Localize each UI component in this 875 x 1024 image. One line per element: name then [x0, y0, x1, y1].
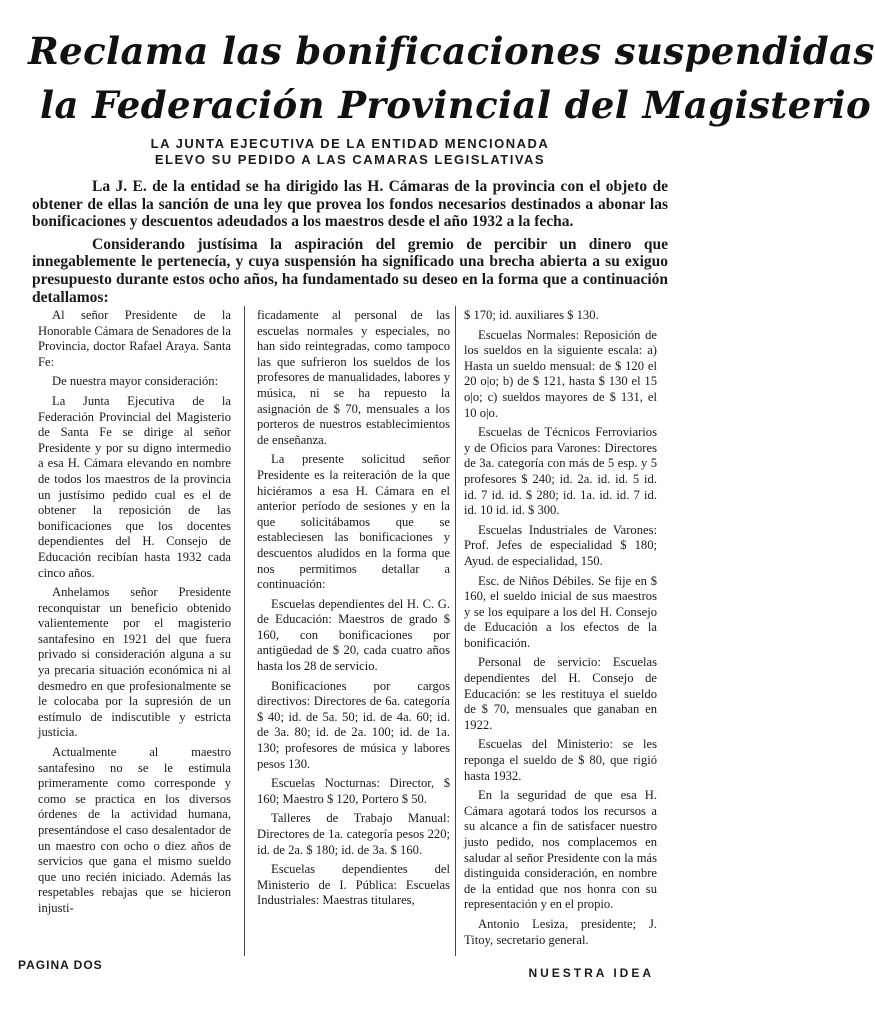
body-paragraph: Bonificaciones por cargos directivos: Directores de 6a. categoría $ 40; id. de 5a. 50; id. de 4a. 60; id. de 3a. 80; id. de 2a. 100; id. de 1a. 130; profesores de música y labores pesos 130. — [257, 678, 450, 771]
body-paragraph: ficadamente al personal de las escuelas normales y especiales, no han sido reintegradas, como tampoco las que sufrieron los sueldos de los profesores de manualidades, labores y música, ni se ha repuesto la asignación de $ 70, mensuales a los porteros de nuestros establecimientos de enseñanza. — [257, 308, 450, 447]
body-paragraph: Anhelamos señor Presidente reconquistar un beneficio obtenido valientemente por el magisterio santafesino en 1921 del que fuera privado si consideración alguna a su ya precaria situación económica ni al desmedro en que profesionalmente se le colocaba por la supresión de un estímulo de indiscutible y estricta justicia. — [38, 585, 231, 740]
body-paragraph: Escuelas dependientes del H. C. G. de Educación: Maestros de grado $ 160, con bonificaciones por antigüedad de $ 20, cada cuatro años hasta los 28 de servicio. — [257, 596, 450, 674]
column-divider — [455, 306, 456, 956]
body-paragraph: La Junta Ejecutiva de la Federación Provincial del Magisterio de Santa Fe se dirige al señor Presidente y por su digno intermedio a esa H. Cámara elevando en nombre de todos los maestros de la provincia un justísimo pedido cual es el de obtener la reposición de las bonificaciones que los docentes dependientes del H. Consejo de Educación recibían hasta 1932 cada cinco años. — [38, 393, 231, 580]
publication-name: NUESTRA IDEA — [528, 966, 654, 980]
subheadline — [60, 136, 640, 168]
intro-paragraph: La J. E. de la entidad se ha dirigido las H. Cámaras de la provincia con el objeto de obtener de ellas la sanción de una ley que provea los fondos necesarios destinados a abonar las bonificaciones y descuentos adeudados a los maestros desde el año 1932 a la fecha. — [32, 178, 668, 231]
body-paragraph: Personal de servicio: Escuelas dependientes del H. Consejo de Educación: se les restituya el sueldo de $ 70, mensuales que ganaban en 1922. — [464, 655, 657, 732]
body-paragraph: Esc. de Niños Débiles. Se fije en $ 160, el sueldo inicial de sus maestros y se los equipare a los del H. Consejo de Educación a los efectos de la bonificación. — [464, 573, 657, 650]
column-divider — [244, 306, 245, 956]
body-paragraph: Escuelas dependientes del Ministerio de I. Pública: Escuelas Industriales: Maestras titulares, — [257, 862, 450, 908]
page-number-label: PAGINA DOS — [18, 958, 103, 972]
body-paragraph: $ 170; id. auxiliares $ 130. — [464, 308, 599, 322]
body-paragraph: Escuelas del Ministerio: se les reponga el sueldo de $ 80, que rigió hasta 1932. — [464, 737, 657, 783]
body-paragraph: Escuelas Normales: Reposición de los sueldos en la siguiente escala: a) Hasta un sueldo mensual: de $ 120 el 20 o|o; b) de $ 121, hasta $ 130 el 15 o|o; c) sueldos mayores de $ 131, el 10 o|o. — [464, 327, 657, 420]
body-paragraph: Talleres de Trabajo Manual: Directores de 1a. categoría pesos 220; id. de 2a. $ 180; id. de 3a. $ 160. — [257, 811, 450, 857]
letter-salutation: Al señor Presidente de la Honorable Cámara de Senadores de la Provincia, doctor Rafael Araya. Santa Fe: — [38, 308, 231, 369]
intro-section — [32, 178, 668, 306]
headline-line-2: la Federación Provincial del Magisterio — [40, 83, 872, 127]
subheadline-line-2: ELEVO SU PEDIDO A LAS CAMARAS LEGISLATIVAS — [154, 152, 546, 167]
column-3 — [464, 308, 657, 952]
column-1 — [38, 308, 231, 921]
body-paragraph: Actualmente al maestro santafesino no se le estimula primeramente como corresponde y como se practica en los diversos órdenes de la actividad humana, presentándose el caso desalentador de un maestro con ocho o diez años de servicios que gana el mismo sueldo que uno recién iniciado. Además las respetables rebajas que se hicieron injusti- — [38, 745, 231, 915]
body-paragraph: La presente solicitud señor Presidente es la reiteración de la que hiciéramos a esa H. Cámara en el anterior período de sesiones y en la que solicitábamos que se estableciesen las bonificaciones y descuentos aludidos en la forma que nos permitimos detallar a continuación: — [257, 452, 450, 592]
body-paragraph: Escuelas Nocturnas: Director, $ 160; Maestro $ 120, Portero $ 50. — [257, 776, 450, 806]
headline-line-1: Reclama las bonificaciones suspendidas — [28, 29, 875, 73]
subheadline-line-1: LA JUNTA EJECUTIVA DE LA ENTIDAD MENCIONADA — [150, 136, 550, 151]
body-paragraph: Escuelas Industriales de Varones: Prof. Jefes de especialidad $ 180; Ayud. de especialidad, 150. — [464, 522, 657, 568]
body-paragraph: En la seguridad de que esa H. Cámara agotará todos los recursos a su alcance a fin de satisfacer nuestro justo pedido, nos complacemos en saludar al señor Presidente con la más distinguida consideración, en nombre de la entidad que nos honra con su representación y en el propio. — [464, 788, 657, 912]
intro-paragraph: Considerando justísima la aspiración del gremio de percibir un dinero que innegablemente le pertenecía, y cuya suspensión ha significado una brecha abierta a su exiguo presupuesto durante estos ocho años, ha fundamentado su deseo en la forma que a continuación detallamos: — [32, 235, 668, 306]
column-2 — [257, 308, 450, 913]
letter-greeting: De nuestra mayor consideración: — [52, 374, 219, 389]
body-paragraph: Escuelas de Técnicos Ferroviarios y de Oficios para Varones: Directores de 3a. categoría con más de 5 esp. y 5 profesores $ 240; id. 2a. id. id. 5 id. id. 7 id. id. $ 280; id. 1a. id. id. 7 id. id. 10 id. id. $ 300. — [464, 425, 657, 518]
signature-line: Antonio Lesiza, presidente; J. Titoy, secretario general. — [464, 916, 657, 947]
